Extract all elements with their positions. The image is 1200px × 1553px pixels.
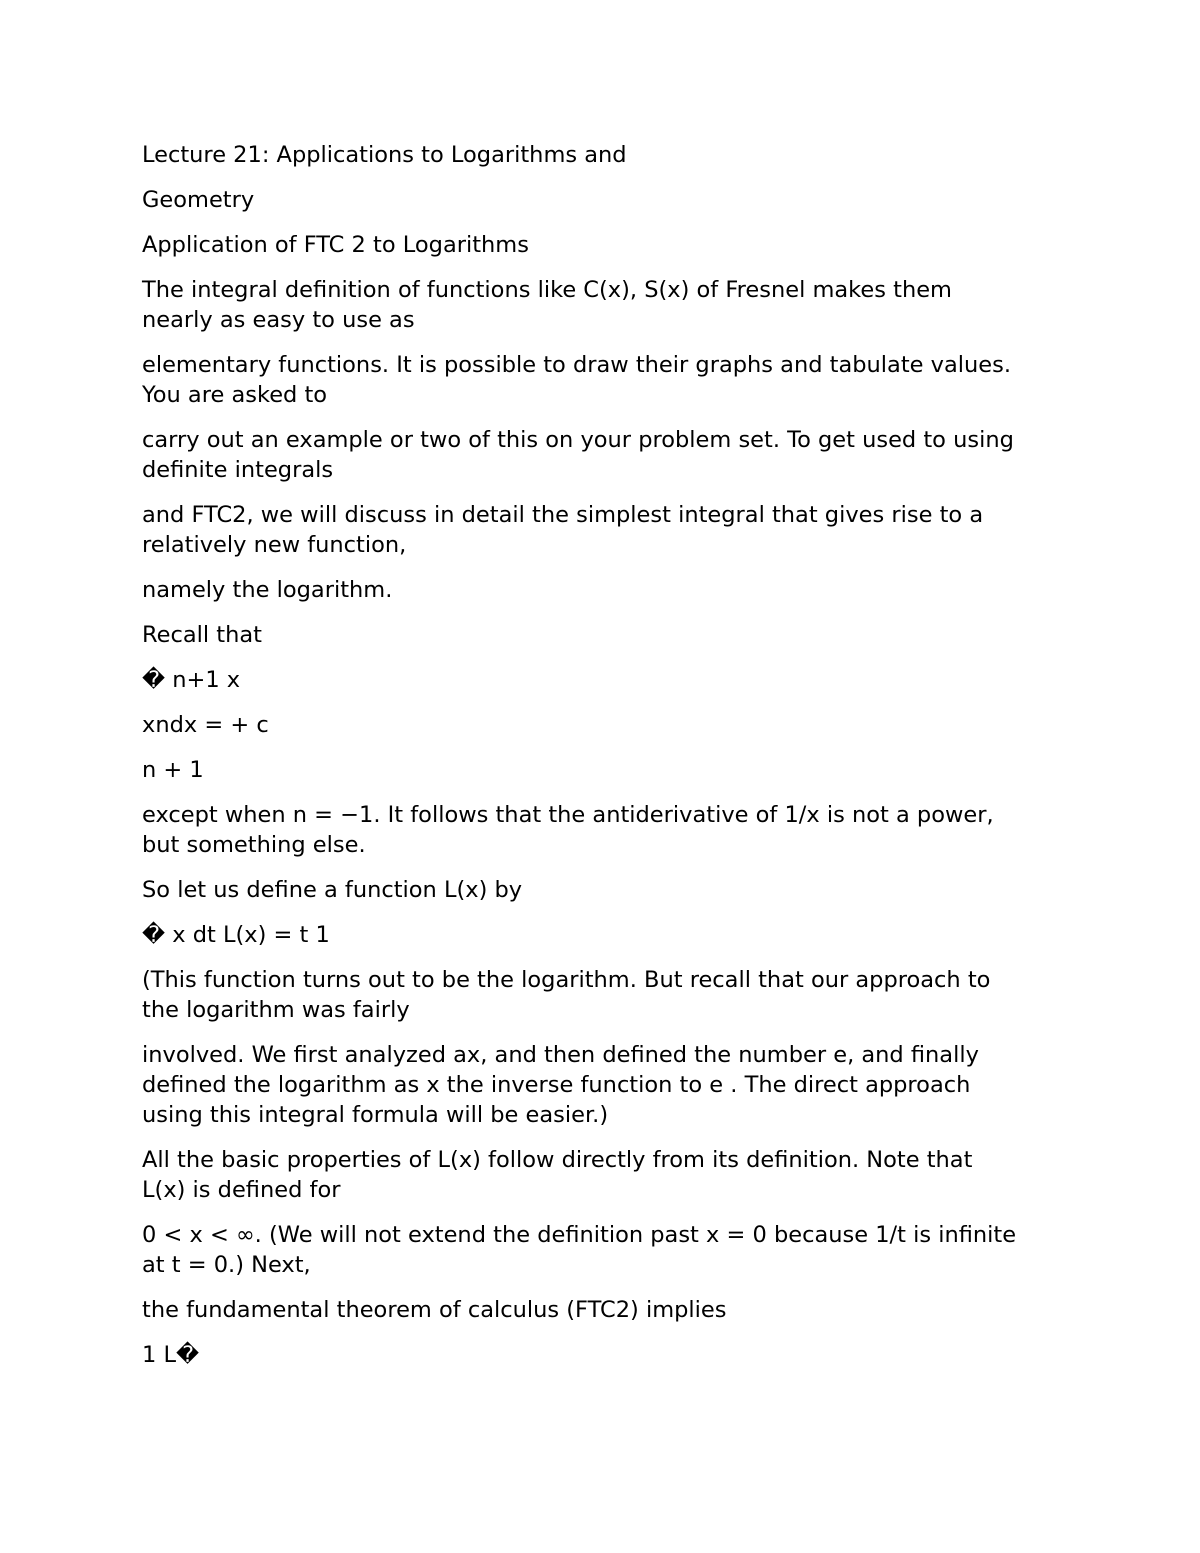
- paragraph: So let us define a function L(x) by: [142, 877, 523, 903]
- lecture-title-line-2: Geometry: [142, 187, 255, 213]
- paragraph: The integral definition of functions like C(x), S(x) of Fresnel makes them nearly as easy to use as: [142, 277, 952, 333]
- paragraph: (This function turns out to be the logarithm. But recall that our approach to the logarithm was fairly: [142, 967, 991, 1023]
- formula-line: � n+1 x: [142, 667, 241, 693]
- section-heading: Application of FTC 2 to Logarithms: [142, 232, 529, 258]
- lecture-title-line-1: Lecture 21: Applications to Logarithms and: [142, 142, 627, 168]
- paragraph: except when n = −1. It follows that the antiderivative of 1/x is not a power, but something else.: [142, 802, 994, 858]
- paragraph: involved. We first analyzed ax, and then defined the number e, and finally defined the logarithm as x the inverse function to e . The direct approach using this integral formula will be easier.): [142, 1042, 979, 1128]
- paragraph: namely the logarithm.: [142, 577, 393, 603]
- document-body: [142, 140, 1072, 1385]
- paragraph: Recall that: [142, 622, 262, 648]
- paragraph: the fundamental theorem of calculus (FTC2) implies: [142, 1297, 727, 1323]
- formula-line: 1 L�: [142, 1342, 200, 1368]
- paragraph: All the basic properties of L(x) follow directly from its definition. Note that L(x) is defined for: [142, 1147, 973, 1203]
- formula-line: xndx = + c: [142, 712, 269, 738]
- paragraph: 0 < x < ∞. (We will not extend the definition past x = 0 because 1/t is infinite at t = 0.) Next,: [142, 1222, 1017, 1278]
- paragraph: and FTC2, we will discuss in detail the simplest integral that gives rise to a relatively new function,: [142, 502, 984, 558]
- formula-line: n + 1: [142, 757, 204, 783]
- paragraph: carry out an example or two of this on your problem set. To get used to using definite integrals: [142, 427, 1014, 483]
- formula-line: � x dt L(x) = t 1: [142, 922, 330, 948]
- paragraph: elementary functions. It is possible to draw their graphs and tabulate values. You are asked to: [142, 352, 1011, 408]
